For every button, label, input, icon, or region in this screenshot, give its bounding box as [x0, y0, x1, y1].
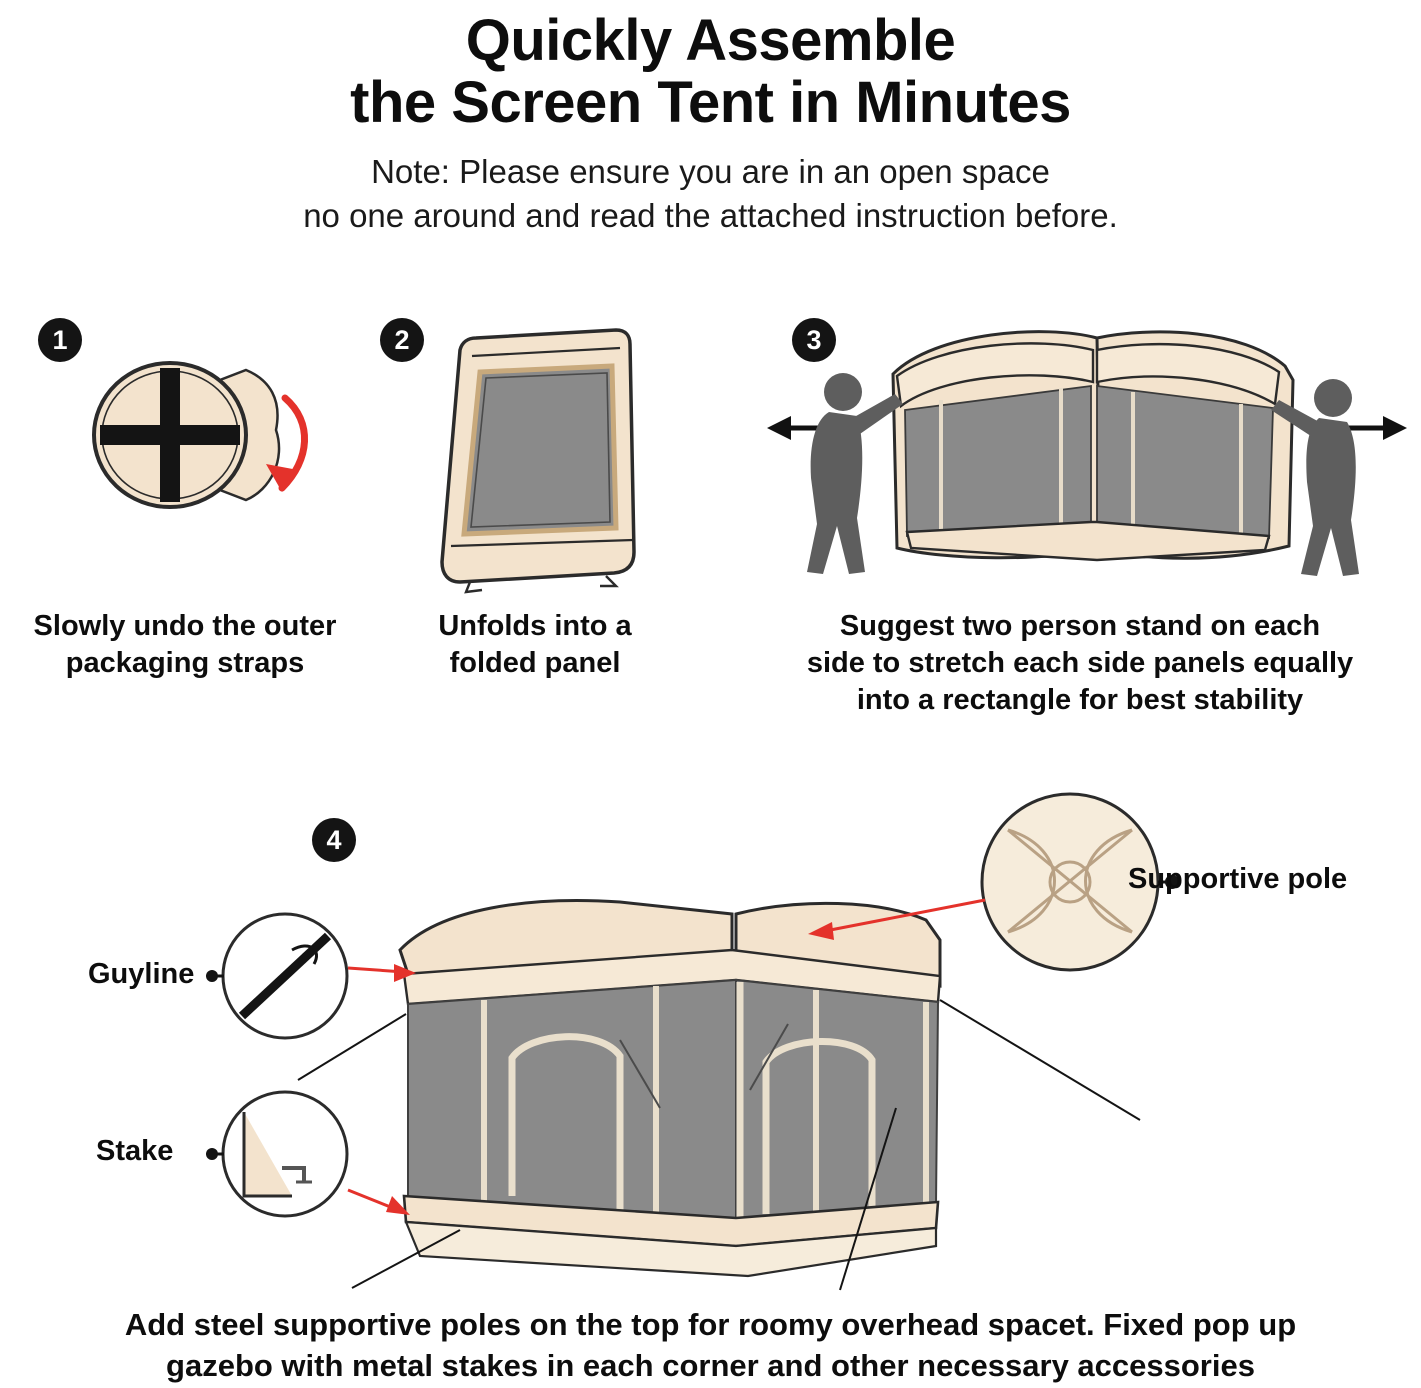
- step-1-caption-line-2: packaging straps: [65, 647, 305, 680]
- title-line-2: the Screen Tent in Minutes: [350, 70, 1071, 136]
- leader-line-right: [940, 1000, 1140, 1120]
- supportive-pole-label: Supportive pole: [1128, 863, 1348, 895]
- stake-arrow-icon: [348, 1190, 410, 1215]
- step-4-caption-line-1: Add steel supportive poles on the top for roomy overhead spacet. Fixed pop up: [124, 1307, 1297, 1342]
- stake-detail-icon: [223, 1092, 347, 1216]
- step-3-figure: [745, 310, 1421, 600]
- guyline-detail-icon: [223, 914, 347, 1038]
- step-2-caption-line-2: folded panel: [449, 647, 621, 680]
- header-note: [0, 150, 1421, 237]
- note-line-2: no one around and read the attached instruction before.: [303, 196, 1118, 234]
- step-3-caption: [740, 608, 1420, 719]
- step-4-caption: [0, 1305, 1421, 1387]
- folded-panel-icon: [442, 330, 634, 592]
- step-3-caption-line-2: side to stretch each side panels equally: [806, 647, 1354, 680]
- step-1-figure: [70, 340, 330, 570]
- step-1-badge: 1: [38, 318, 82, 362]
- step-2-caption: [350, 608, 720, 682]
- step-4-badge: 4: [312, 818, 356, 862]
- step-1-caption: [0, 608, 370, 682]
- header: [0, 0, 1421, 237]
- step-4-caption-line-2: gazebo with metal stakes in each corner and other necessary accessories: [166, 1347, 1255, 1383]
- step-1-caption-line-1: Slowly undo the outer: [33, 610, 337, 642]
- stake-label: Stake: [96, 1135, 174, 1167]
- note-line-1: Note: Please ensure you are in an open space: [371, 153, 1050, 191]
- step-2-figure: [420, 320, 680, 600]
- step-2-caption-line-1: Unfolds into a: [438, 610, 632, 642]
- person-left-icon: [807, 373, 903, 574]
- step-2-badge: 2: [380, 318, 424, 362]
- rolled-tent-circle-icon: [94, 363, 279, 507]
- step-3-caption-line-3: into a rectangle for best stability: [856, 684, 1304, 717]
- page-title: [0, 10, 1421, 134]
- step-3-caption-line-1: Suggest two person stand on each: [839, 610, 1321, 642]
- assembled-gazebo-icon: [400, 901, 940, 1276]
- guyline-label: Guyline: [88, 958, 195, 990]
- title-line-1: Quickly Assemble: [465, 8, 956, 73]
- two-people-stretching-tent-icon: [767, 332, 1407, 576]
- leader-line-bottom-left: [352, 1230, 460, 1288]
- step-3-badge: 3: [792, 318, 836, 362]
- collapsed-tent-shape: [893, 332, 1293, 560]
